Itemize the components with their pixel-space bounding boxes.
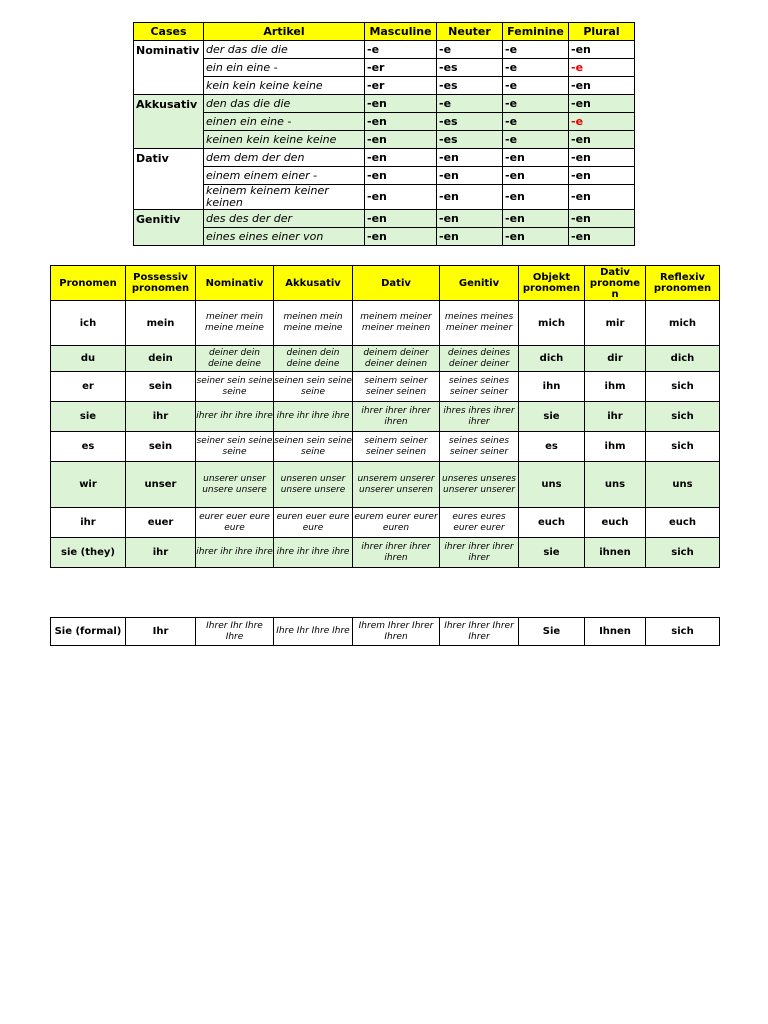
objekt-cell: sie	[519, 402, 585, 432]
reflexiv-cell: mich	[646, 301, 720, 346]
dativ-cell: ihrer ihrer ihrer ihren	[353, 538, 440, 568]
akkusativ-cell: meinen mein meine meine	[274, 301, 353, 346]
ending-cell-p: -en	[569, 131, 635, 149]
pronoun-cell: es	[51, 432, 126, 462]
artikel-cell: des des der der	[204, 210, 365, 228]
formal-row	[51, 618, 720, 646]
pronoun-row	[51, 301, 720, 346]
possessive-cell: dein	[126, 346, 196, 372]
header-artikel: Artikel	[204, 23, 365, 41]
akkusativ-cell: ihre ihr ihre ihre	[274, 538, 353, 568]
genitiv-cell: meines meines meiner meiner	[440, 301, 519, 346]
dativ-cell: eurem eurer eurer euren	[353, 508, 440, 538]
header-plural: Plural	[569, 23, 635, 41]
nominativ-cell: ihrer ihr ihre ihre	[196, 402, 274, 432]
ending-cell-p: -en	[569, 77, 635, 95]
ending-cell-p: -en	[569, 185, 635, 210]
reflexiv-cell: uns	[646, 462, 720, 508]
ending-cell-n: -en	[437, 228, 503, 246]
ending-cell-m: -en	[365, 228, 437, 246]
artikel-cell: einem einem einer -	[204, 167, 365, 185]
ending-cell-m: -en	[365, 131, 437, 149]
ending-cell-f: -e	[503, 41, 569, 59]
pronoun-cell: ich	[51, 301, 126, 346]
pronoun-row	[51, 508, 720, 538]
reflexiv-cell: sich	[646, 372, 720, 402]
genitiv-cell: unseres unseres unserer unserer	[440, 462, 519, 508]
objekt-cell: dich	[519, 346, 585, 372]
pronoun-row	[51, 432, 720, 462]
header-feminine: Feminine	[503, 23, 569, 41]
ending-cell-p: -e	[569, 113, 635, 131]
ending-cell-p: -en	[569, 228, 635, 246]
genitiv-cell: seines seines seiner seiner	[440, 372, 519, 402]
dativ-cell: seinem seiner seiner seinen	[353, 372, 440, 402]
nominativ-cell: deiner dein deine deine	[196, 346, 274, 372]
header-genitiv: Genitiv	[440, 266, 519, 301]
ending-cell-f: -e	[503, 131, 569, 149]
header-cases: Cases	[134, 23, 204, 41]
objekt-cell: ihn	[519, 372, 585, 402]
nominativ-cell: eurer euer eure eure	[196, 508, 274, 538]
ending-cell-n: -en	[437, 210, 503, 228]
ending-cell-m: -en	[365, 167, 437, 185]
cases-table-header-row	[134, 23, 635, 41]
possessive-cell: mein	[126, 301, 196, 346]
ending-cell-m: -e	[365, 41, 437, 59]
ending-cell-n: -es	[437, 77, 503, 95]
objekt-cell: es	[519, 432, 585, 462]
ending-cell-f: -e	[503, 113, 569, 131]
nominativ-cell: ihrer ihr ihre ihre	[196, 538, 274, 568]
header-neuter: Neuter	[437, 23, 503, 41]
nominativ-cell: seiner sein seine seine	[196, 372, 274, 402]
header-nominativ: Nominativ	[196, 266, 274, 301]
artikel-cell: keinen kein keine keine	[204, 131, 365, 149]
reflexiv-cell: sich	[646, 402, 720, 432]
objekt-cell: euch	[519, 508, 585, 538]
dativ-pronoun-cell: ihm	[585, 372, 646, 402]
case-row	[134, 167, 635, 185]
ending-cell-p: -en	[569, 149, 635, 167]
ending-cell-f: -en	[503, 185, 569, 210]
dativ-pronoun-cell: Ihnen	[585, 618, 646, 646]
ending-cell-f: -e	[503, 95, 569, 113]
header-dativ: Dativ	[353, 266, 440, 301]
pronoun-cell: er	[51, 372, 126, 402]
dativ-pronoun-cell: euch	[585, 508, 646, 538]
artikel-cell: kein kein keine keine	[204, 77, 365, 95]
ending-cell-f: -en	[503, 210, 569, 228]
case-row	[134, 113, 635, 131]
possessive-cell: sein	[126, 372, 196, 402]
case-row	[134, 77, 635, 95]
ending-cell-n: -en	[437, 149, 503, 167]
objekt-cell: uns	[519, 462, 585, 508]
ending-cell-p: -en	[569, 167, 635, 185]
pronoun-cell: Sie (formal)	[51, 618, 126, 646]
nominativ-cell: Ihrer Ihr Ihre Ihre	[196, 618, 274, 646]
ending-cell-m: -en	[365, 95, 437, 113]
ending-cell-m: -er	[365, 77, 437, 95]
pronoun-row	[51, 462, 720, 508]
case-row	[134, 41, 635, 59]
reflexiv-cell: sich	[646, 618, 720, 646]
pronoun-cell: ihr	[51, 508, 126, 538]
pronoun-row	[51, 372, 720, 402]
header-reflexiv-pronomen: Reflexiv pronomen	[646, 266, 720, 301]
reflexiv-cell: euch	[646, 508, 720, 538]
akkusativ-cell: euren euer eure eure	[274, 508, 353, 538]
reflexiv-cell: sich	[646, 432, 720, 462]
cases-endings-table	[133, 22, 635, 246]
akkusativ-cell: ihre ihr ihre ihre	[274, 402, 353, 432]
possessive-cell: ihr	[126, 402, 196, 432]
genitiv-cell: ihres ihres ihrer ihrer	[440, 402, 519, 432]
akkusativ-cell: deinen dein deine deine	[274, 346, 353, 372]
case-name-cell: Akkusativ	[134, 95, 204, 149]
nominativ-cell: unserer unser unsere unsere	[196, 462, 274, 508]
akkusativ-cell: Ihre Ihr Ihre Ihre	[274, 618, 353, 646]
genitiv-cell: Ihrer Ihrer Ihrer Ihrer	[440, 618, 519, 646]
pronoun-row	[51, 538, 720, 568]
artikel-cell: dem dem der den	[204, 149, 365, 167]
ending-cell-f: -en	[503, 167, 569, 185]
header-possessiv-pronomen: Possessiv pronomen	[126, 266, 196, 301]
ending-cell-f: -en	[503, 228, 569, 246]
pronoun-table-header-row	[51, 266, 720, 301]
ending-cell-n: -en	[437, 185, 503, 210]
akkusativ-cell: seinen sein seine seine	[274, 432, 353, 462]
header-masculine: Masculine	[365, 23, 437, 41]
ending-cell-p: -e	[569, 59, 635, 77]
ending-cell-p: -en	[569, 95, 635, 113]
dativ-pronoun-cell: ihr	[585, 402, 646, 432]
possessive-cell: euer	[126, 508, 196, 538]
dativ-pronoun-cell: ihm	[585, 432, 646, 462]
ending-cell-m: -en	[365, 210, 437, 228]
ending-cell-n: -e	[437, 95, 503, 113]
formal-pronoun-table	[50, 617, 720, 646]
objekt-cell: Sie	[519, 618, 585, 646]
dativ-cell: meinem meiner meiner meinen	[353, 301, 440, 346]
dativ-cell: Ihrem Ihrer Ihrer Ihren	[353, 618, 440, 646]
genitiv-cell: ihrer ihrer ihrer ihrer	[440, 538, 519, 568]
pronoun-cell: sie	[51, 402, 126, 432]
case-row	[134, 185, 635, 210]
header-dativ-pronomen: Dativ pronome n	[585, 266, 646, 301]
dativ-pronoun-cell: mir	[585, 301, 646, 346]
objekt-cell: mich	[519, 301, 585, 346]
artikel-cell: keinem keinem keiner keinen	[204, 185, 365, 210]
case-name-cell: Genitiv	[134, 210, 204, 246]
pronoun-declension-table	[50, 265, 720, 568]
ending-cell-p: -en	[569, 41, 635, 59]
case-row	[134, 149, 635, 167]
nominativ-cell: meiner mein meine meine	[196, 301, 274, 346]
artikel-cell: einen ein eine -	[204, 113, 365, 131]
genitiv-cell: seines seines seiner seiner	[440, 432, 519, 462]
dativ-pronoun-cell: dir	[585, 346, 646, 372]
reflexiv-cell: dich	[646, 346, 720, 372]
ending-cell-f: -en	[503, 149, 569, 167]
nominativ-cell: seiner sein seine seine	[196, 432, 274, 462]
possessive-cell: Ihr	[126, 618, 196, 646]
ending-cell-n: -es	[437, 59, 503, 77]
dativ-pronoun-cell: ihnen	[585, 538, 646, 568]
ending-cell-n: -en	[437, 167, 503, 185]
ending-cell-f: -e	[503, 77, 569, 95]
possessive-cell: unser	[126, 462, 196, 508]
header-pronomen: Pronomen	[51, 266, 126, 301]
case-row	[134, 95, 635, 113]
dativ-pronoun-cell: uns	[585, 462, 646, 508]
possessive-cell: sein	[126, 432, 196, 462]
ending-cell-n: -es	[437, 131, 503, 149]
artikel-cell: den das die die	[204, 95, 365, 113]
case-row	[134, 131, 635, 149]
case-name-cell: Nominativ	[134, 41, 204, 95]
akkusativ-cell: seinen sein seine seine	[274, 372, 353, 402]
possessive-cell: ihr	[126, 538, 196, 568]
case-name-cell: Dativ	[134, 149, 204, 210]
akkusativ-cell: unseren unser unsere unsere	[274, 462, 353, 508]
ending-cell-m: -en	[365, 113, 437, 131]
ending-cell-m: -en	[365, 149, 437, 167]
header-akkusativ: Akkusativ	[274, 266, 353, 301]
ending-cell-n: -es	[437, 113, 503, 131]
genitiv-cell: eures eures eurer eurer	[440, 508, 519, 538]
ending-cell-p: -en	[569, 210, 635, 228]
header-objekt-pronomen: Objekt pronomen	[519, 266, 585, 301]
case-row	[134, 59, 635, 77]
pronoun-row	[51, 346, 720, 372]
dativ-cell: ihrer ihrer ihrer ihren	[353, 402, 440, 432]
artikel-cell: ein ein eine -	[204, 59, 365, 77]
artikel-cell: der das die die	[204, 41, 365, 59]
pronoun-row	[51, 402, 720, 432]
ending-cell-m: -er	[365, 59, 437, 77]
pronoun-cell: wir	[51, 462, 126, 508]
objekt-cell: sie	[519, 538, 585, 568]
genitiv-cell: deines deines deiner deiner	[440, 346, 519, 372]
ending-cell-n: -e	[437, 41, 503, 59]
dativ-cell: unserem unserer unserer unseren	[353, 462, 440, 508]
case-row	[134, 228, 635, 246]
artikel-cell: eines eines einer von	[204, 228, 365, 246]
pronoun-cell: sie (they)	[51, 538, 126, 568]
ending-cell-m: -en	[365, 185, 437, 210]
dativ-cell: seinem seiner seiner seinen	[353, 432, 440, 462]
pronoun-cell: du	[51, 346, 126, 372]
reflexiv-cell: sich	[646, 538, 720, 568]
dativ-cell: deinem deiner deiner deinen	[353, 346, 440, 372]
ending-cell-f: -e	[503, 59, 569, 77]
case-row	[134, 210, 635, 228]
